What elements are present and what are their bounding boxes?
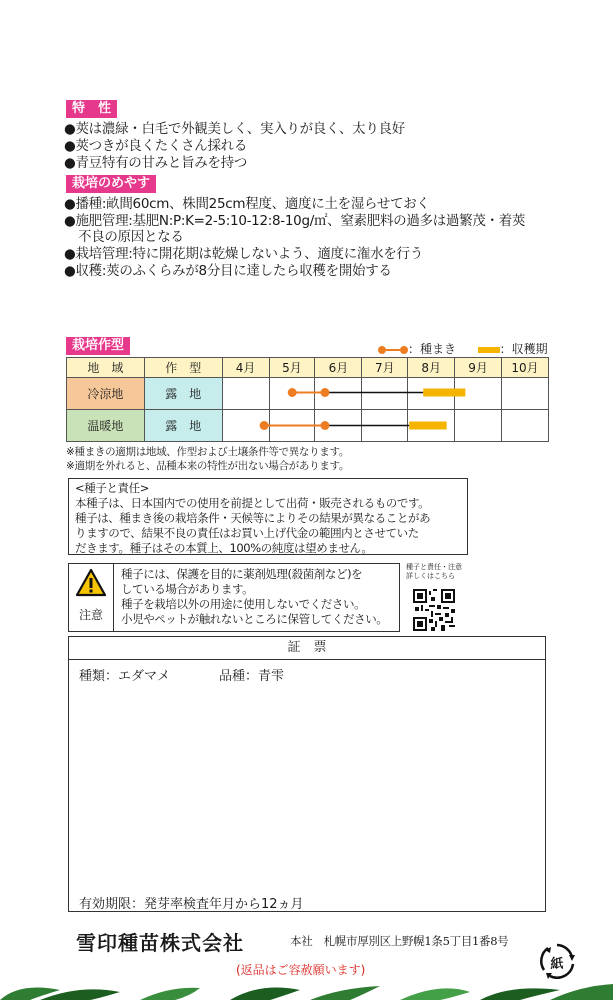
caution-line: している場合があります。 — [121, 582, 254, 596]
sowing-dot — [260, 421, 269, 430]
company-address: 本社 札幌市厚別区上野幌1条5丁目1番8号 — [290, 934, 509, 948]
caution-box — [68, 563, 400, 632]
header-region: 地 域 — [67, 358, 145, 378]
schedule-legend — [378, 340, 548, 357]
caution-line: 小児やペットが触れないところに保管してください。 — [121, 612, 388, 626]
sowing-dot — [288, 388, 297, 397]
schedule-title: 栽培作型 — [66, 337, 130, 355]
feature-item: ●青豆特有の甘みと旨みを持つ — [64, 155, 248, 171]
harvest-bar — [423, 389, 465, 397]
header-type: 作 型 — [144, 358, 222, 378]
header-month: 9月 — [455, 358, 502, 378]
region-cold: 冷涼地 — [67, 377, 145, 409]
recycle-label: 紙 — [550, 957, 564, 972]
header-month: 6月 — [315, 358, 362, 378]
responsibility-line: 本種子は、日本国内での使用を前提として出荷・販売されるものです。 — [75, 496, 430, 510]
type-open-field: 露 地 — [144, 409, 222, 441]
certificate-variety: 品種：青雫 — [219, 669, 285, 684]
harvest-bar — [409, 422, 446, 430]
qr-code-icon[interactable] — [413, 589, 455, 631]
responsibility-line: りますので、結果不良の責任はお買い上げ代金の範囲内とさせていた — [75, 526, 419, 540]
company-name: 雪印種苗株式会社 — [76, 931, 244, 955]
responsibility-title: <種子と責任> — [75, 481, 149, 495]
sowing-dot — [320, 421, 329, 430]
schedule-note: ※種まきの適期は地域、作型および土壌条件等で異なります。 — [66, 446, 350, 458]
caution-line: 種子を栽培以外の用途に使用しないでください。 — [121, 597, 366, 611]
header-month: 8月 — [408, 358, 455, 378]
cultivation-item-continued: 不良の原因となる — [78, 229, 184, 245]
sowing-dot — [320, 388, 329, 397]
feature-item: ●莢つきが良くたくさん採れる — [64, 138, 248, 154]
certificate-expiry: 有効期限：発芽率検査年月から12ヵ月 — [79, 897, 304, 912]
warning-icon — [75, 568, 107, 598]
qr-caption-line: 種子と責任・注意 — [406, 563, 462, 571]
cultivation-item: ●収穫:莢のふくらみが8分目に達したら収穫を開始する — [64, 263, 392, 279]
caution-icon-cell — [69, 564, 114, 631]
header-month: 5月 — [269, 358, 315, 378]
schedule-bars — [222, 376, 549, 442]
paper-recycle-icon — [538, 942, 576, 980]
sowing-legend-label: ：種まき — [408, 342, 457, 356]
harvest-legend-label: ：収穫期 — [499, 342, 548, 356]
features-title: 特 性 — [66, 100, 117, 118]
cultivation-item: ●栽培管理:特に開花期は乾燥しないよう、適度に潅水を行う — [64, 246, 423, 262]
harvest-legend-icon — [478, 342, 500, 356]
schedule-note: ※適期を外れると、品種本来の特性が出ない場合があります。 — [66, 460, 350, 472]
cultivation-item: ●施肥管理:基肥N:P:K=2-5:10-12:8-10g/㎡、窒素肥料の過多は過繁茂・着莢 — [64, 213, 526, 229]
header-month: 7月 — [362, 358, 408, 378]
leaf-decoration — [0, 982, 613, 1000]
responsibility-line: 種子は、種まき後の栽培条件・天候等によりその結果が異なることがあ — [75, 511, 431, 525]
certificate-box — [68, 636, 546, 912]
certificate-kind: 種類：エダマメ — [79, 669, 171, 684]
feature-item: ●莢は濃緑・白毛で外観美しく、実入りが良く、太り良好 — [64, 121, 405, 137]
sowing-legend-icon — [378, 342, 408, 356]
caution-line: 種子には、保護を目的に薬剤処理(殺菌剤など)を — [121, 567, 363, 581]
region-warm: 温暖地 — [67, 409, 145, 441]
caution-label: 注意 — [78, 608, 103, 622]
header-month: 4月 — [222, 358, 269, 378]
qr-caption-line: 詳しくはこちら — [406, 572, 455, 580]
responsibility-line: だきます。種子はその本質上、100%の純度は望めません。 — [75, 541, 373, 555]
certificate-title: 証 票 — [69, 637, 545, 660]
return-note: (返品はご容赦願います) — [236, 963, 366, 977]
responsibility-box — [68, 478, 468, 555]
header-month: 10月 — [502, 358, 549, 378]
qr-caption — [406, 563, 462, 581]
type-open-field: 露 地 — [144, 377, 222, 409]
cultivation-title: 栽培のめやす — [66, 175, 156, 193]
cultivation-item: ●播種:畝間60cm、株間25cm程度、適度に土を湿らせておく — [64, 196, 430, 212]
